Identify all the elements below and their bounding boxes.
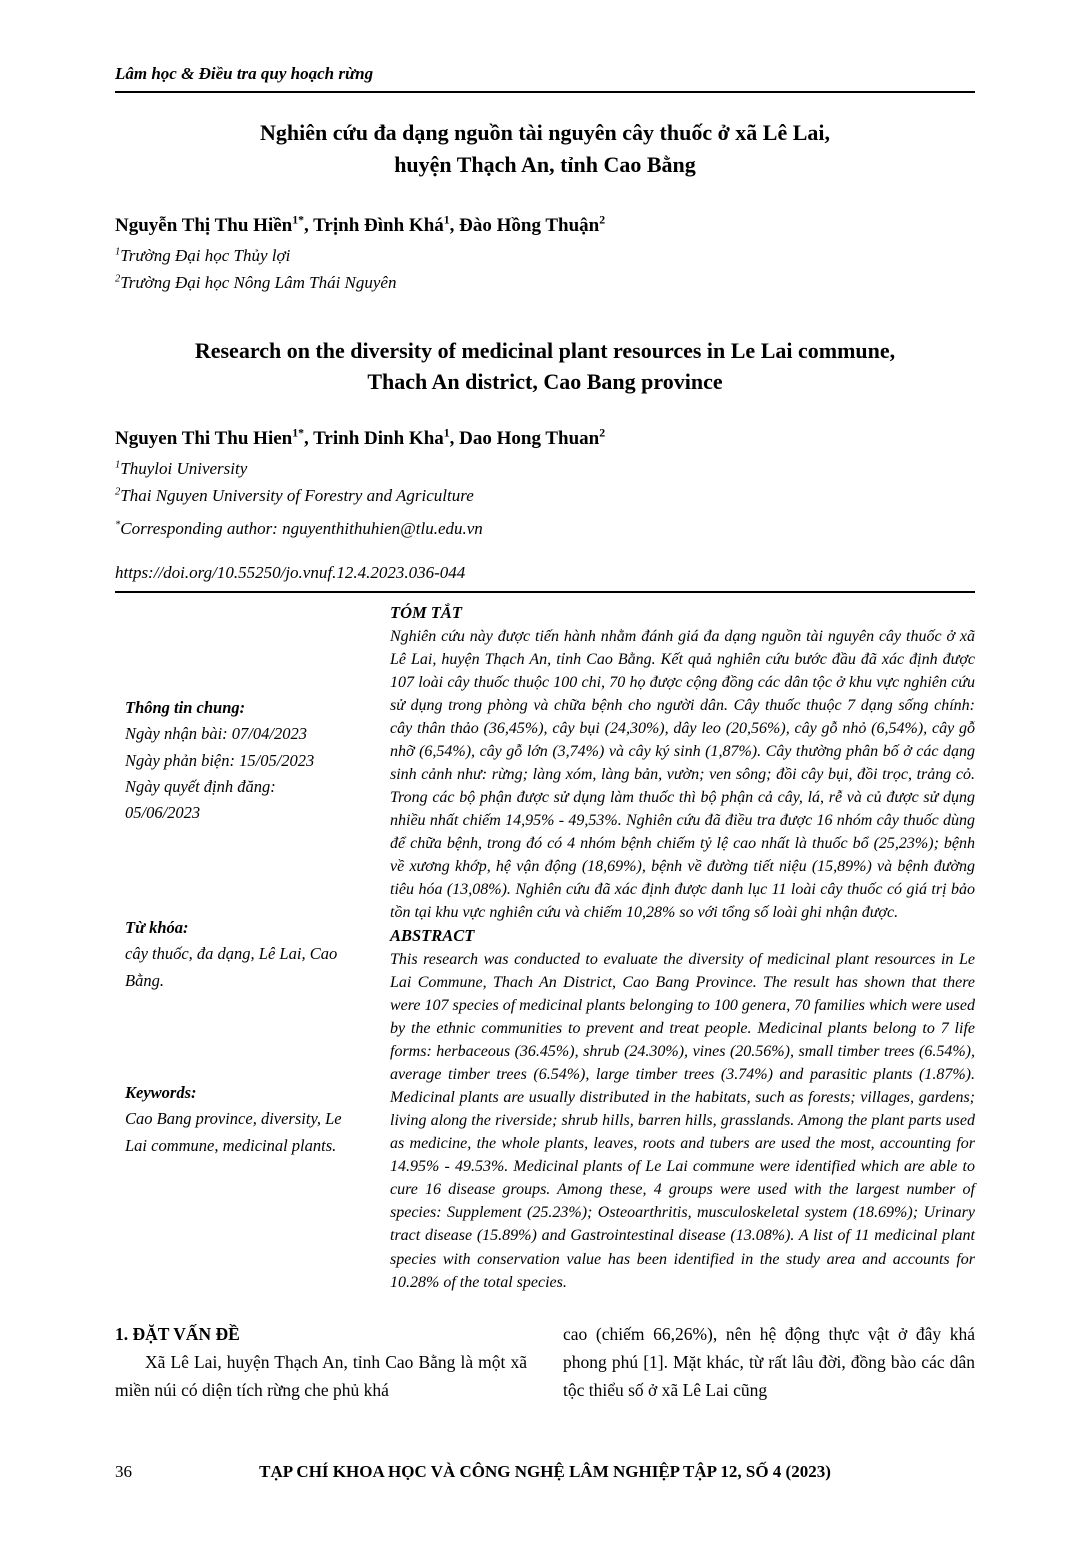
- author-separator: ,: [304, 214, 314, 236]
- author-name: Dao Hong Thuan: [459, 428, 600, 450]
- affiliation-sup: 1: [115, 459, 121, 471]
- body-column-left: [115, 1320, 527, 1405]
- author-name: Trịnh Đình Khá: [313, 214, 444, 236]
- keywords-vi-text: cây thuốc, đa dạng, Lê Lai, Cao Bằng.: [125, 944, 338, 990]
- article-title-en: [115, 335, 975, 399]
- corresponding-author-line: [115, 516, 975, 543]
- title-en-line-1: Research on the diversity of medicinal plant resources in Le Lai commune,: [194, 337, 896, 363]
- abstract-en-label: ABSTRACT: [390, 926, 475, 946]
- keywords-en-group: [125, 1080, 348, 1159]
- general-info-group: [125, 695, 348, 827]
- title-vi-line-1: Nghiên cứu đa dạng nguồn tài nguyên cây thuốc ở xã Lê Lai,: [260, 120, 830, 145]
- keywords-vi-label: Từ khóa:: [125, 917, 189, 937]
- doi-link[interactable]: https://doi.org/10.55250/jo.vnuf.12.4.2023.036-044: [115, 563, 975, 593]
- author-affiliation-sup: 1: [443, 213, 450, 227]
- corresponding-text: Corresponding author: nguyenthithuhien@tlu.edu.vn: [120, 519, 483, 538]
- abstract-en-text: This research was conducted to evaluate the diversity of medicinal plant resources in Le Lai Commune, Thach An District, Cao Bang Province. The result has shown that there were 107 species of medicinal plants belonging to 100 genera, 70 families which were used by the ethnic communities to prevent and treat people. Medicinal plants belong to 7 life forms: herbaceous (36.45%), shrub (24.30%), vines (20.56%), small timber trees (6.54%), average timber trees (6.54%), large timber trees (3.74%) and parasitic plants (1.87%). Medicinal plants are usually distributed in the habitats, such as forests; villages, gardens; living along the riverside; shrub hills, barren hills, grasslands. Among the plant parts used as medicine, the whole plants, leaves, roots and tubers are used the most, accounting for 14.95% - 49.53%. Medicinal plants of Le Lai commune were identified which are able to cure 16 disease groups. Among these, 4 groups were used with the largest number of species: Supplement (25.23%); Osteoarthritis, musculoskeletal system (18.69%); Urinary tract disease (15.89%) and Gastrointestinal disease (13.08%). A list of 11 medicinal plant species with conservation value has been identified in the study area and accounts for 10.28% of the total species.: [390, 951, 975, 1291]
- title-vi-line-2: huyện Thạch An, tỉnh Cao Bằng: [394, 151, 696, 177]
- general-info-label: Thông tin chung:: [125, 697, 246, 717]
- affiliation-text: Trường Đại học Thủy lợi: [120, 245, 291, 265]
- keywords-en-label: Keywords:: [125, 1082, 197, 1102]
- author-affiliation-sup: 1: [443, 426, 450, 440]
- author-separator: ,: [304, 428, 314, 450]
- affiliation-sup: 2: [115, 272, 121, 284]
- footer-journal-title: TẠP CHÍ KHOA HỌC VÀ CÔNG NGHỆ LÂM NGHIỆP TẬP 12, SỐ 4 (2023): [259, 1462, 831, 1481]
- keywords-en-text: Cao Bang province, diversity, Le Lai commune, medicinal plants.: [125, 1109, 342, 1155]
- affiliation-vi-1: [115, 243, 975, 270]
- affiliation-en-1: [115, 456, 975, 483]
- article-title-vi: [115, 117, 975, 181]
- article-meta-column: [115, 601, 390, 1294]
- author-name: Nguyen Thi Thu Hien: [115, 428, 293, 450]
- affiliation-sup: 2: [115, 486, 121, 498]
- running-head: [115, 64, 975, 93]
- footer-page-number: 36: [115, 1462, 132, 1481]
- abstract-vi-label: TÓM TẮT: [390, 602, 462, 622]
- running-head-text: Lâm học & Điều tra quy hoạch rừng: [115, 64, 374, 83]
- affiliation-text: Thai Nguyen University of Forestry and Agriculture: [120, 486, 474, 506]
- affiliation-sup: 1: [115, 246, 121, 258]
- author-affiliation-sup: 2: [599, 213, 606, 227]
- date-accepted: Ngày quyết định đăng: 05/06/2023: [125, 777, 276, 823]
- author-affiliation-sup: 2: [599, 426, 606, 440]
- body-left-paragraph: Xã Lê Lai, huyện Thạch An, tỉnh Cao Bằng là một xã miền núi có diện tích rừng che phủ khá: [115, 1351, 527, 1401]
- author-name: Trinh Dinh Kha: [313, 428, 444, 450]
- author-name: Nguyễn Thị Thu Hiền: [115, 214, 293, 236]
- affiliation-text: Thuyloi University: [120, 459, 248, 479]
- author-separator: ,: [449, 428, 460, 450]
- authors-vi: [115, 215, 975, 237]
- page-footer: [0, 1462, 1090, 1482]
- body-column-right: [563, 1320, 975, 1405]
- abstract-column: [390, 601, 975, 1294]
- author-separator: ,: [449, 214, 460, 236]
- title-en-line-2: Thach An district, Cao Bang province: [367, 369, 723, 395]
- author-affiliation-sup: 1*: [292, 213, 304, 227]
- authors-en: [115, 428, 975, 450]
- date-reviewed: Ngày phản biện: 15/05/2023: [125, 750, 315, 770]
- date-received: Ngày nhận bài: 07/04/2023: [125, 724, 307, 744]
- affiliation-vi-2: [115, 270, 975, 297]
- section-1-heading: 1. ĐẶT VẤN ĐỀ: [115, 1323, 240, 1344]
- keywords-vi-group: [125, 915, 348, 994]
- body-right-paragraph: cao (chiếm 66,26%), nên hệ động thực vật ở đây khá phong phú [1]. Mặt khác, từ rất lâu đời, đồng bào các dân tộc thiểu số ở xã Lê Lai cũng: [563, 1323, 975, 1401]
- abstract-block: [115, 593, 975, 1294]
- corresponding-sup: *: [115, 519, 121, 531]
- affiliation-en-2: [115, 483, 975, 510]
- body-columns: [115, 1320, 975, 1405]
- abstract-vi-text: Nghiên cứu này được tiến hành nhằm đánh giá đa dạng nguồn tài nguyên cây thuốc ở xã Lê Lai, huyện Thạch An, tỉnh Cao Bằng. Kết quả nghiên cứu bước đầu đã xác định được 107 loài cây thuốc thuộc 100 chi, 70 họ được cộng đồng các dân tộc ở khu vực nghiên cứu sử dụng trong phòng và chữa bệnh cho người dân. Cây thuốc thuộc 7 dạng sống chính: cây thân thảo (36,45%), cây bụi (24,30%), dây leo (20,56%), cây gỗ nhỏ (6,54%), cây gỗ nhỡ (6,54%), cây gỗ lớn (3,74%) và cây ký sinh (1,87%). Cây thường phân bố ở các dạng sinh cảnh như: rừng; làng xóm, làng bản, vườn; ven sông; đồi cây bụi, đồi trọc, trảng cỏ. Trong các bộ phận được sử dụng làm thuốc thì bộ phận cả cây, lá, rễ và củ được sử dụng nhiều nhất chiếm 14,95% - 49,53%. Nghiên cứu đã điều tra được 16 nhóm cây thuốc dùng để chữa bệnh, trong đó có 4 nhóm bệnh chiếm tỷ lệ cao nhất là thuốc bổ (25,23%); bệnh về xương khớp, hệ vận động (18,69%), bệnh về đường tiết niệu (15,89%) và bệnh đường tiêu hóa (13,08%). Nghiên cứu đã xác định được danh lục 11 loài cây thuốc có giá trị bảo tồn tại khu vực nghiên cứu và chiếm 10,28% so với tổng số loài ghi nhận được.: [390, 627, 975, 922]
- author-name: Đào Hồng Thuận: [459, 214, 600, 236]
- author-affiliation-sup: 1*: [292, 426, 304, 440]
- affiliation-text: Trường Đại học Nông Lâm Thái Nguyên: [120, 272, 397, 292]
